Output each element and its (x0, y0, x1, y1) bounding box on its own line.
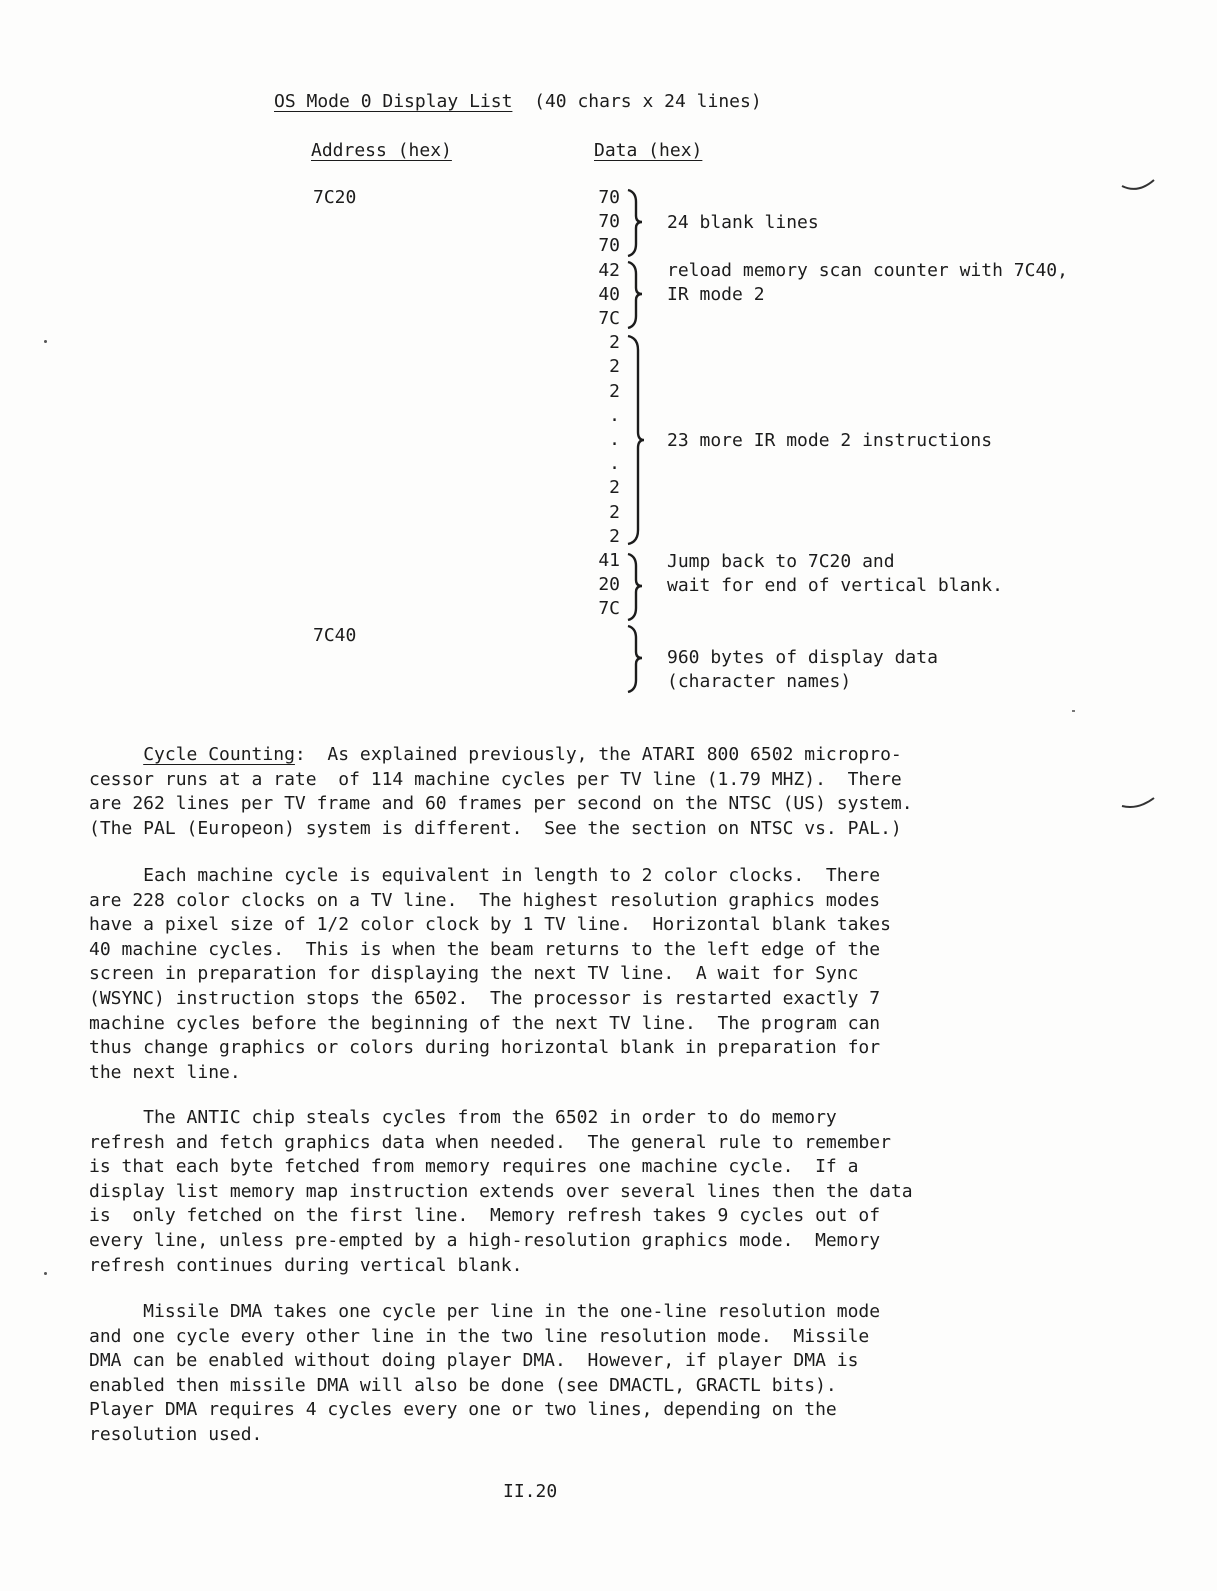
scan-speck (44, 340, 47, 343)
paragraph-line: are 262 lines per TV frame and 60 frames per second on the NTSC (US) system. (89, 793, 913, 815)
paragraph-line: every line, unless pre-empted by a high-resolution graphics mode. Memory (89, 1229, 881, 1251)
table-subtitle: (40 chars x 24 lines) (534, 91, 762, 112)
page-number: II.20 (503, 1481, 558, 1502)
data-byte: 7C (598, 598, 620, 620)
punch-hole-mark (1118, 160, 1158, 200)
scan-speck (1072, 710, 1075, 712)
table-title-line (274, 90, 762, 114)
data-byte: 41 (598, 550, 620, 571)
address-7c40: 7C40 (313, 625, 357, 646)
paragraph-line: and one cycle every other line in the two line resolution mode. Missile (89, 1325, 870, 1347)
paragraph-line: Each machine cycle is equivalent in length to 2 color clocks. There (89, 865, 881, 886)
paragraph-line: screen in preparation for displaying the next TV line. A wait for Sync (89, 963, 859, 985)
data-ellipsis-dot: . (609, 453, 620, 475)
note-jump-1: Jump back to 7C20 and (667, 551, 895, 572)
cycle-counting-heading: Cycle Counting (143, 744, 295, 765)
paragraph-line: are 228 color clocks on a TV line. The highest resolution graphics modes (89, 889, 881, 911)
paragraph-machine-cycle (89, 864, 891, 1085)
paragraph-line: 40 machine cycles. This is when the beam returns to the left edge of the (89, 938, 881, 960)
note-reload-2: IR mode 2 (667, 284, 765, 305)
note-jump-2: wait for end of vertical blank. (667, 575, 1003, 596)
data-byte: 2 (609, 501, 620, 523)
paragraph-missile-dma (89, 1300, 880, 1448)
brace-blank-lines (622, 186, 652, 258)
paragraph-line: Player DMA requires 4 cycles every one or two lines, depending on the (89, 1399, 837, 1421)
note-more-instructions: 23 more IR mode 2 instructions (667, 430, 993, 451)
table-title: OS Mode 0 Display List (274, 91, 513, 112)
paragraph-line: enabled then missile DMA will also be done (see DMACTL, GRACTL bits). (89, 1374, 837, 1396)
paragraph-line: have a pixel size of 1/2 color clock by 1 TV line. Horizontal blank takes (89, 914, 891, 936)
paragraph-line: refresh and fetch graphics data when needed. The general rule to remember (89, 1131, 891, 1153)
note-display-1: 960 bytes of display data (667, 647, 938, 668)
address-7c20: 7C20 (313, 187, 357, 208)
data-column-header: Data (hex) (594, 140, 703, 161)
paragraph-line: the next line. (89, 1061, 241, 1083)
scan-speck (44, 1272, 47, 1275)
data-byte: 2 (609, 356, 620, 378)
brace-reload (622, 258, 652, 330)
paragraph-line: refresh continues during vertical blank. (89, 1254, 523, 1276)
paragraph-line: display list memory map instruction extends over several lines then the data (89, 1180, 913, 1202)
note-display-2: (character names) (667, 671, 852, 692)
paragraph-line: is only fetched on the first line. Memory refresh takes 9 cycles out of (89, 1205, 881, 1227)
paragraph-line: Missile DMA takes one cycle per line in the one-line resolution mode (89, 1301, 881, 1322)
paragraph-line: machine cycles before the beginning of the next TV line. The program can (89, 1012, 881, 1034)
brace-display-data (622, 622, 652, 694)
data-ellipsis-dot: . (609, 404, 620, 426)
paragraph-antic (89, 1106, 913, 1278)
paragraph-line: thus change graphics or colors during horizontal blank in preparation for (89, 1037, 881, 1059)
brace-ir-mode (622, 332, 652, 548)
data-byte: 2 (609, 525, 620, 547)
data-byte: 2 (609, 477, 620, 499)
data-ellipsis-dot: . (609, 429, 620, 450)
address-column-header: Address (hex) (311, 140, 452, 161)
paragraph-cycle-counting (89, 743, 913, 841)
paragraph-line: is that each byte fetched from memory requires one machine cycle. If a (89, 1156, 859, 1178)
paragraph-line: : As explained previously, the ATARI 800 6502 micropro- (294, 744, 902, 765)
data-byte: 42 (598, 259, 620, 281)
paragraph-line: resolution used. (89, 1423, 263, 1445)
brace-jump (622, 550, 652, 622)
note-blank-lines: 24 blank lines (667, 212, 819, 233)
paragraph-line: DMA can be enabled without doing player DMA. However, if player DMA is (89, 1350, 859, 1372)
note-reload-1: reload memory scan counter with 7C40, (667, 260, 1068, 281)
paragraph-line: (The PAL (Europeon) system is different. See the section on NTSC vs. PAL.) (89, 817, 902, 839)
paragraph-line: The ANTIC chip steals cycles from the 6502 in order to do memory (89, 1107, 837, 1128)
paragraph-line: (WSYNC) instruction stops the 6502. The processor is restarted exactly 7 (89, 987, 881, 1009)
data-byte: 70 (598, 211, 620, 233)
data-byte: 40 (598, 283, 620, 305)
paragraph-line: cessor runs at a rate of 114 machine cycles per TV line (1.79 MHZ). There (89, 768, 902, 790)
data-byte: 20 (598, 574, 620, 596)
data-byte: 2 (609, 332, 620, 354)
punch-hole-mark (1118, 780, 1158, 820)
data-byte: 2 (609, 380, 620, 402)
data-byte: 70 (598, 187, 620, 208)
data-byte: 70 (598, 235, 620, 257)
data-byte: 7C (598, 308, 620, 329)
